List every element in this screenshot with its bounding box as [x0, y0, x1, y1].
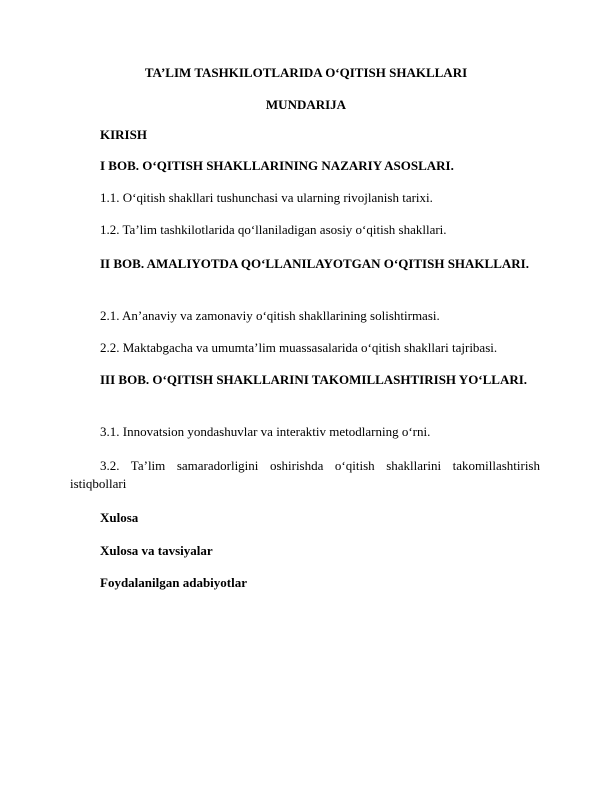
toc-entry-chapter-1: I BOB. O‘QITISH SHAKLLARINING NAZARIY ASOSLARI. — [100, 158, 454, 173]
toc-entry-recommendations: Xulosa va tavsiyalar — [100, 543, 213, 558]
toc-entry-section-3-2: 3.2. Ta’lim samaradorligini oshirishda o‘qitish shakllarini takomillashtirish istiqbollari — [70, 458, 540, 491]
toc-entry-section-3-1: 3.1. Innovatsion yondashuvlar va interaktiv metodlarning o‘rni. — [100, 424, 431, 439]
toc-entry-chapter-2: II BOB. AMALIYOTDA QO‘LLANILAYOTGAN O‘QITISH SHAKLLARI. — [100, 256, 529, 271]
document-title: TA’LIM TASHKILOTLARIDA O‘QITISH SHAKLLARI — [144, 65, 468, 80]
toc-entry-conclusion: Xulosa — [100, 510, 139, 525]
toc-entry-references: Foydalanilgan adabiyotlar — [100, 575, 247, 590]
toc-entry-section-1-2: 1.2. Ta’lim tashkilotlarida qo‘llaniladigan asosiy o‘qitish shakllari. — [100, 222, 447, 237]
toc-entry-section-2-2: 2.2. Maktabgacha va umumta’lim muassasalarida o‘qitish shakllari tajribasi. — [100, 340, 498, 355]
toc-heading: MUNDARIJA — [265, 97, 347, 112]
toc-entry-intro: KIRISH — [100, 127, 147, 142]
toc-entry-section-1-1: 1.1. O‘qitish shakllari tushunchasi va ularning rivojlanish tarixi. — [100, 190, 433, 205]
toc-entry-section-2-1: 2.1. An’anaviy va zamonaviy o‘qitish shakllarining solishtirmasi. — [100, 308, 440, 323]
toc-entry-chapter-3: III BOB. O‘QITISH SHAKLLARINI TAKOMILLASHTIRISH YO‘LLARI. — [100, 372, 528, 387]
